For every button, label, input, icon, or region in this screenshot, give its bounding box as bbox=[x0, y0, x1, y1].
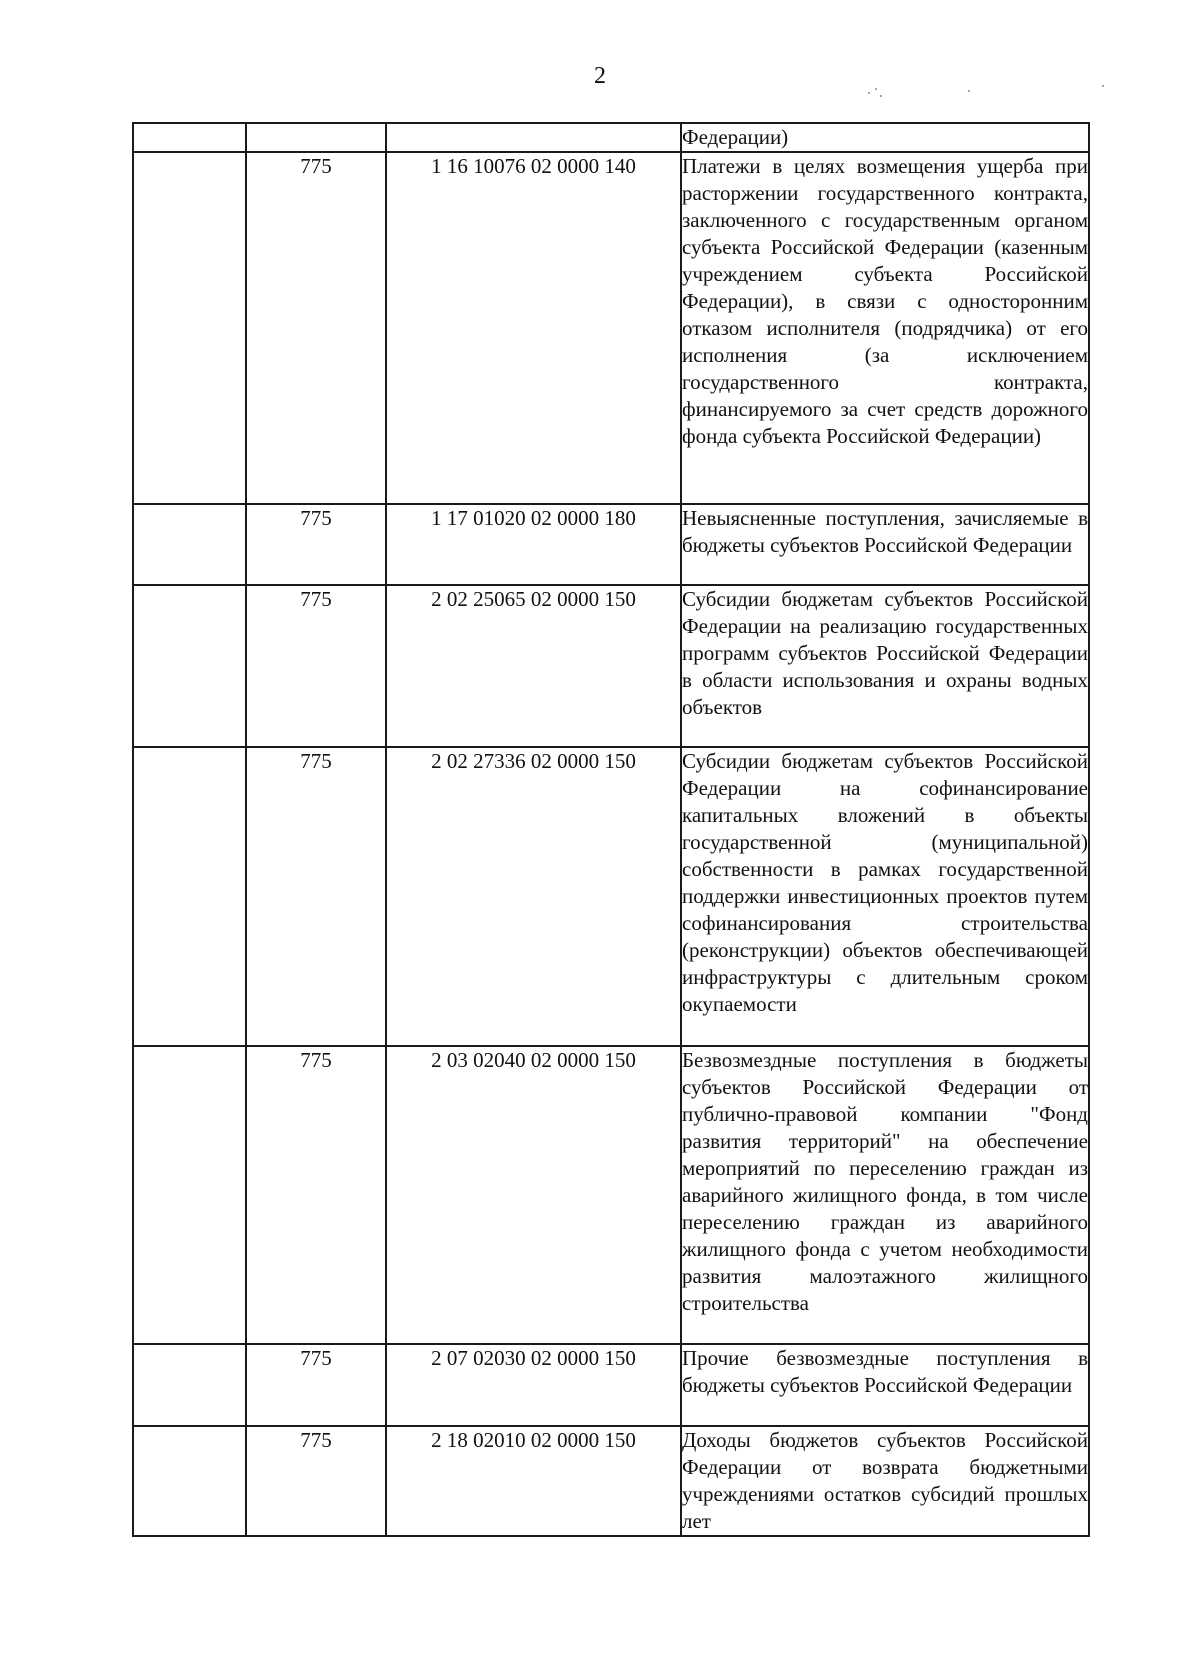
row-blank-cell bbox=[133, 1426, 246, 1536]
kbk-code-cell: 2 03 02040 02 0000 150 bbox=[386, 1046, 681, 1344]
admin-code-cell: 775 bbox=[246, 1426, 386, 1536]
revenue-codes-table bbox=[132, 122, 1090, 1537]
kbk-code-cell: 1 16 10076 02 0000 140 bbox=[386, 152, 681, 504]
admin-code-cell: 775 bbox=[246, 585, 386, 747]
kbk-code-cell: 1 17 01020 02 0000 180 bbox=[386, 504, 681, 585]
row-blank-cell bbox=[133, 1046, 246, 1344]
scan-speck bbox=[1102, 85, 1104, 87]
scan-speck bbox=[968, 90, 970, 92]
admin-code-cell: 775 bbox=[246, 1046, 386, 1344]
table-row bbox=[133, 123, 1089, 152]
table-row bbox=[133, 747, 1089, 1046]
description-cell: Платежи в целях возмещения ущерба при расторжении государственного контракта, заключенного с государственным органом субъекта Российской Федерации (казенным учреждением субъекта Российской Федерации), в связи с односторонним отказом исполнителя (подрядчика) от его исполнения (за исключением государственного контракта, финансируемого за счет средств дорожного фонда субъекта Российской Федерации) bbox=[681, 152, 1089, 504]
description-cell: Федерации) bbox=[681, 123, 1089, 152]
kbk-code-cell: 2 07 02030 02 0000 150 bbox=[386, 1344, 681, 1426]
admin-code-cell: 775 bbox=[246, 504, 386, 585]
table-row bbox=[133, 1426, 1089, 1536]
description-cell: Невыясненные поступления, зачисляемые в бюджеты субъектов Российской Федерации bbox=[681, 504, 1089, 585]
row-blank-cell bbox=[133, 1344, 246, 1426]
admin-code-cell: 775 bbox=[246, 152, 386, 504]
description-cell: Субсидии бюджетам субъектов Российской Федерации на софинансирование капитальных вложений в объекты государственной (муниципальной) собственности в рамках государственной поддержки инвестиционных проектов путем софинансирования строительства (реконструкции) объектов обеспечивающей инфраструктуры с длительным сроком окупаемости bbox=[681, 747, 1089, 1046]
page-number: 2 bbox=[594, 63, 606, 89]
kbk-code-cell: 2 02 25065 02 0000 150 bbox=[386, 585, 681, 747]
row-blank-cell bbox=[133, 504, 246, 585]
scan-speck bbox=[880, 95, 882, 97]
scan-speck bbox=[868, 92, 870, 94]
table-row bbox=[133, 152, 1089, 504]
row-blank-cell bbox=[133, 152, 246, 504]
table-row bbox=[133, 504, 1089, 585]
row-blank-cell bbox=[133, 585, 246, 747]
kbk-code-cell: 2 02 27336 02 0000 150 bbox=[386, 747, 681, 1046]
admin-code-cell: 775 bbox=[246, 747, 386, 1046]
scan-speck bbox=[875, 88, 877, 90]
admin-code-cell: 775 bbox=[246, 1344, 386, 1426]
table-row bbox=[133, 1046, 1089, 1344]
description-cell: Прочие безвозмездные поступления в бюджеты субъектов Российской Федерации bbox=[681, 1344, 1089, 1426]
row-blank-cell bbox=[133, 123, 246, 152]
description-cell: Доходы бюджетов субъектов Российской Федерации от возврата бюджетными учреждениями остатков субсидий прошлых лет bbox=[681, 1426, 1089, 1536]
kbk-code-cell: 2 18 02010 02 0000 150 bbox=[386, 1426, 681, 1536]
kbk-code-cell bbox=[386, 123, 681, 152]
row-blank-cell bbox=[133, 747, 246, 1046]
description-cell: Субсидии бюджетам субъектов Российской Федерации на реализацию государственных программ субъектов Российской Федерации в области использования и охраны водных объектов bbox=[681, 585, 1089, 747]
description-cell: Безвозмездные поступления в бюджеты субъектов Российской Федерации от публично-правовой компании "Фонд развития территорий" на обеспечение мероприятий по переселению граждан из аварийного жилищного фонда, в том числе переселению граждан из аварийного жилищного фонда с учетом необходимости развития малоэтажного жилищного строительства bbox=[681, 1046, 1089, 1344]
admin-code-cell bbox=[246, 123, 386, 152]
table-row bbox=[133, 585, 1089, 747]
table-row bbox=[133, 1344, 1089, 1426]
